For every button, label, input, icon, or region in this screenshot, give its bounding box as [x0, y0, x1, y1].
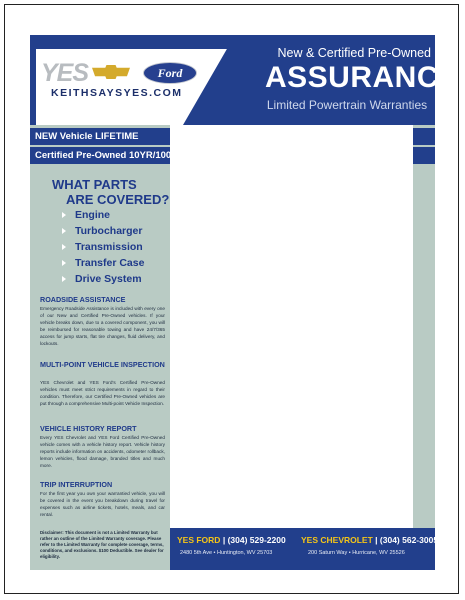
- page-title: ASSURANCE: [265, 61, 460, 94]
- ford-contact: [177, 535, 286, 545]
- chevy-phone-link[interactable]: (304) 562-3005: [379, 535, 439, 545]
- ford-brand-label: YES FORD: [177, 535, 221, 545]
- inspection-body: YES Chevrolet and YES Ford's Certified Pre-Owned vehicles must meet strict requirements in regard to their condition. Therefore, our Certified Pre-Owned vehicles are put through a comprehensive Multi-point Vehicle Inspection.: [40, 380, 165, 406]
- list-item: [62, 207, 144, 223]
- chevy-brand-label: YES CHEVROLET: [301, 535, 373, 545]
- right-strip: [413, 125, 435, 570]
- chevy-address: 200 Saturn Way • Hurricane, WV 25526: [308, 550, 405, 556]
- certified-preowned-bar: Certified Pre-Owned 10YR/100K: [30, 147, 170, 164]
- arrow-bullet-icon: [62, 244, 66, 250]
- header-left-stripe: [30, 35, 36, 125]
- disclaimer-text: Disclaimer: This document is not a Limited Warranty but rather an outline of the Limited Warranty coverage. Please refer to the Limited Warranty for complete coverage, terms, conditions, and exclusions. $100 Deductible. See dealer for eligibility.: [40, 530, 164, 559]
- list-item: [62, 271, 144, 287]
- header-kicker: New & Certified Pre-Owned: [277, 46, 431, 60]
- covered-parts-list: [62, 207, 144, 287]
- new-vehicle-lifetime-bar: NEW Vehicle LIFETIME: [30, 128, 170, 145]
- ford-phone-link[interactable]: (304) 529-2200: [227, 535, 286, 545]
- history-report-title: VEHICLE HISTORY REPORT: [40, 424, 137, 433]
- trip-interruption-title: TRIP INTERRUPTION: [40, 480, 113, 489]
- right-strip-bar: [413, 147, 435, 164]
- arrow-bullet-icon: [62, 212, 66, 218]
- website-link[interactable]: KEITHSAYSYES.COM: [51, 87, 183, 99]
- right-strip-bar: [413, 128, 435, 145]
- part-label: Turbocharger: [75, 225, 143, 237]
- chevy-contact: [301, 535, 438, 545]
- parts-heading-line1: WHAT PARTS: [52, 177, 137, 192]
- roadside-assistance-title: ROADSIDE ASSISTANCE: [40, 295, 126, 304]
- page-subtitle: Limited Powertrain Warranties: [266, 98, 428, 112]
- part-label: Drive System: [75, 273, 142, 285]
- history-report-body: Every YES Chevrolet and YES Ford Certified Pre-Owned vehicle comes with a vehicle history report. Vehicle history reports include information on accidents, odometer rollback, lemon vehicles, flood damage, branded titles and much more.: [40, 435, 165, 468]
- arrow-bullet-icon: [62, 260, 66, 266]
- divider: |: [222, 535, 228, 545]
- arrow-bullet-icon: [62, 228, 66, 234]
- roadside-assistance-body: Emergency Roadside Assistance is included with every one of our New and Certified Pre-Owned vehicles. If your vehicle breaks down, due to a covered component, you will be reimbursed for reasonable towing and have 24/7/365 access for jump starts, flat tire changes, fluid delivery, and lockouts.: [40, 306, 165, 346]
- list-item: [62, 223, 144, 239]
- ford-address: 2480 5th Ave • Huntington, WV 25703: [180, 550, 273, 556]
- part-label: Transfer Case: [75, 257, 145, 269]
- list-item: [62, 255, 144, 271]
- trip-interruption-body: For the first year you own your warrantied vehicle, you will be covered in the event you breakdown during travel for expenses such as airline tickets, hotels, meals, and car rental.: [40, 491, 165, 517]
- divider: |: [375, 535, 380, 545]
- ford-logo: Ford: [143, 62, 197, 84]
- arrow-bullet-icon: [62, 276, 66, 282]
- inspection-title: MULTI-POINT VEHICLE INSPECTION: [40, 360, 165, 369]
- parts-heading: [52, 177, 169, 207]
- parts-heading-line2: ARE COVERED?: [66, 192, 170, 207]
- part-label: Transmission: [75, 241, 143, 253]
- part-label: Engine: [75, 209, 111, 221]
- list-item: [62, 239, 144, 255]
- yes-logo: YES: [41, 59, 89, 87]
